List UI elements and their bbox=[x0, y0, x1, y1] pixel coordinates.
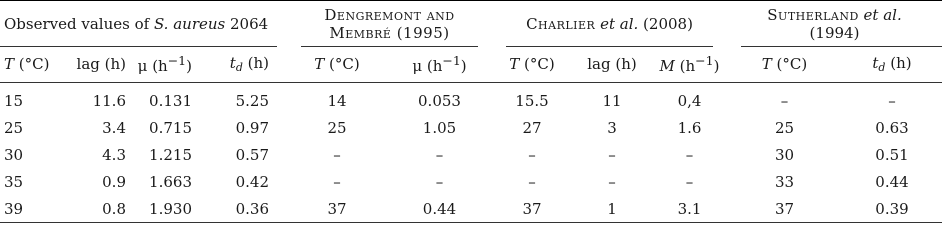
col-header-t-observed: T (°C) bbox=[0, 47, 66, 83]
column-header-row bbox=[0, 47, 942, 83]
group-sutherland bbox=[727, 1, 942, 47]
cell-value: 0.51 bbox=[875, 145, 909, 164]
cell-t-sutherland bbox=[727, 83, 842, 115]
cell-lag-charlier bbox=[572, 83, 652, 115]
cell-value: 1.663 bbox=[149, 172, 192, 191]
cell-value: 3.1 bbox=[677, 199, 702, 218]
col-header-mu-observed: μ $(h^{-1})$ bbox=[136, 47, 202, 83]
group-charlier-year: (2008) bbox=[638, 14, 693, 33]
cell-value: 0.39 bbox=[875, 199, 909, 218]
cell-lag-observed bbox=[66, 114, 136, 141]
cell-value: 1.930 bbox=[149, 199, 192, 218]
cell-t-observed bbox=[0, 141, 66, 168]
cell-value: 3.4 bbox=[102, 118, 126, 137]
cell-value: – bbox=[333, 172, 341, 191]
cell-value: 0.715 bbox=[149, 118, 192, 137]
cell-value: 1.215 bbox=[149, 145, 192, 164]
cell-value: – bbox=[608, 145, 616, 164]
cell-td-sutherland bbox=[842, 195, 942, 223]
cell-t-dengremont bbox=[287, 114, 387, 141]
cell-t-sutherland bbox=[727, 168, 842, 195]
cell-m-charlier bbox=[652, 83, 727, 115]
cell-value: 39 bbox=[4, 199, 24, 218]
cell-t-dengremont bbox=[287, 141, 387, 168]
col-header-mu-dengremont: μ $(h^{-1})$ bbox=[387, 47, 492, 83]
cell-td-sutherland bbox=[842, 83, 942, 115]
col-header-t-dengremont: T (°C) bbox=[287, 47, 387, 83]
col-header-lag-charlier: lag (h) bbox=[572, 47, 652, 83]
cell-t-observed bbox=[0, 195, 66, 223]
cell-lag-observed bbox=[66, 141, 136, 168]
cell-value: 0.57 bbox=[235, 145, 269, 164]
col-header-td-sutherland: $t_d$ (h) bbox=[842, 47, 942, 83]
cell-value: 1.05 bbox=[422, 118, 457, 137]
cell-value: – bbox=[685, 172, 694, 191]
cell-value: – bbox=[435, 145, 444, 164]
cell-value: 25 bbox=[4, 118, 24, 137]
group-observed-prefix: Observed values of bbox=[4, 14, 154, 33]
cell-value: 0.8 bbox=[102, 199, 126, 218]
group-dengremont bbox=[287, 1, 492, 47]
cell-t-charlier bbox=[492, 195, 572, 223]
cell-t-charlier bbox=[492, 114, 572, 141]
table-row bbox=[0, 195, 942, 223]
cell-m-charlier bbox=[652, 168, 727, 195]
cell-lag-charlier bbox=[572, 168, 652, 195]
cell-mu-observed bbox=[136, 168, 202, 195]
group-observed bbox=[0, 1, 287, 47]
group-observed-species: S. aureus bbox=[153, 14, 226, 33]
cell-m-charlier bbox=[652, 114, 727, 141]
table-row bbox=[0, 141, 942, 168]
cell-t-sutherland bbox=[727, 195, 842, 223]
cell-mu-dengremont bbox=[387, 168, 492, 195]
col-header-td-observed: $t_d$ (h) bbox=[202, 47, 287, 83]
group-charlier bbox=[492, 1, 727, 47]
cell-t-charlier bbox=[492, 141, 572, 168]
cell-value: 1 bbox=[607, 199, 617, 218]
cell-value: 11 bbox=[602, 92, 622, 110]
cell-value: 37 bbox=[327, 199, 347, 218]
group-header-row bbox=[0, 1, 942, 47]
cell-value: 0.9 bbox=[102, 172, 126, 191]
group-sutherland-year: (1994) bbox=[809, 23, 860, 42]
cell-value: 14 bbox=[327, 92, 347, 110]
cell-value: 25 bbox=[774, 118, 795, 137]
cell-value: 0.63 bbox=[875, 118, 909, 137]
cell-t-sutherland bbox=[727, 114, 842, 141]
col-header-t-sutherland: T (°C) bbox=[727, 47, 842, 83]
cell-value: 0.131 bbox=[149, 92, 192, 110]
cell-mu-dengremont bbox=[387, 83, 492, 115]
group-sutherland-author: Sutherland bbox=[767, 5, 859, 24]
cell-t-observed bbox=[0, 83, 66, 115]
cell-t-charlier bbox=[492, 83, 572, 115]
cell-value: – bbox=[528, 172, 536, 191]
group-charlier-author: Charlier bbox=[526, 14, 596, 33]
group-sutherland-etal: et al. bbox=[858, 5, 902, 24]
cell-value: 0,4 bbox=[677, 92, 702, 110]
cell-td-sutherland bbox=[842, 141, 942, 168]
cell-value: 3 bbox=[607, 118, 617, 137]
cell-td-observed bbox=[202, 114, 287, 141]
col-header-m-charlier: M $(h^{-1})$ bbox=[652, 47, 727, 83]
cell-lag-charlier bbox=[572, 114, 652, 141]
cell-value: – bbox=[685, 145, 694, 164]
cell-value: 0.42 bbox=[235, 172, 269, 191]
cell-t-dengremont bbox=[287, 83, 387, 115]
cell-value: 37 bbox=[522, 199, 542, 218]
cell-lag-observed bbox=[66, 195, 136, 223]
cell-t-dengremont bbox=[287, 168, 387, 195]
cell-value: – bbox=[608, 172, 616, 191]
cell-value: 33 bbox=[774, 172, 795, 191]
cell-lag-charlier bbox=[572, 141, 652, 168]
cell-td-sutherland bbox=[842, 168, 942, 195]
cell-td-sutherland bbox=[842, 114, 942, 141]
cell-value: 0.44 bbox=[422, 199, 457, 218]
cell-value: – bbox=[435, 172, 444, 191]
cell-td-observed bbox=[202, 83, 287, 115]
cell-value: 27 bbox=[522, 118, 542, 137]
cell-value: 15 bbox=[4, 92, 24, 110]
cell-mu-observed bbox=[136, 141, 202, 168]
cell-t-observed bbox=[0, 114, 66, 141]
cell-mu-dengremont bbox=[387, 114, 492, 141]
cell-td-observed bbox=[202, 195, 287, 223]
cell-value: 4.3 bbox=[102, 145, 126, 164]
cell-value: – bbox=[333, 145, 341, 164]
cell-value: – bbox=[780, 92, 789, 110]
cell-mu-observed bbox=[136, 114, 202, 141]
cell-value: 30 bbox=[4, 145, 24, 164]
cell-value: 37 bbox=[774, 199, 795, 218]
cell-value: – bbox=[888, 92, 896, 110]
cell-value: 5.25 bbox=[235, 92, 269, 110]
cell-td-observed bbox=[202, 168, 287, 195]
cell-lag-charlier bbox=[572, 195, 652, 223]
group-dengremont-line2: Membré (1995) bbox=[329, 23, 450, 42]
cell-value: 0.053 bbox=[418, 92, 461, 110]
table-row bbox=[0, 114, 942, 141]
cell-t-sutherland bbox=[727, 141, 842, 168]
cell-mu-observed bbox=[136, 83, 202, 115]
group-observed-suffix: 2064 bbox=[225, 14, 269, 33]
cell-m-charlier bbox=[652, 195, 727, 223]
cell-t-observed bbox=[0, 168, 66, 195]
cell-value: 30 bbox=[774, 145, 795, 164]
table-row bbox=[0, 168, 942, 195]
col-header-t-charlier: T (°C) bbox=[492, 47, 572, 83]
cell-value: 11.6 bbox=[92, 92, 126, 110]
cell-td-observed bbox=[202, 141, 287, 168]
col-header-lag-observed: lag (h) bbox=[66, 47, 136, 83]
cell-value: 1.6 bbox=[677, 118, 702, 137]
cell-value: 25 bbox=[327, 118, 347, 137]
table-body bbox=[0, 83, 942, 223]
cell-mu-dengremont bbox=[387, 195, 492, 223]
cell-value: 15.5 bbox=[515, 92, 549, 110]
cell-m-charlier bbox=[652, 141, 727, 168]
cell-value: 0.44 bbox=[875, 172, 909, 191]
cell-mu-dengremont bbox=[387, 141, 492, 168]
cell-lag-observed bbox=[66, 83, 136, 115]
cell-value: – bbox=[528, 145, 536, 164]
cell-value: 0.36 bbox=[235, 199, 269, 218]
cell-t-charlier bbox=[492, 168, 572, 195]
cell-lag-observed bbox=[66, 168, 136, 195]
cell-t-dengremont bbox=[287, 195, 387, 223]
group-charlier-etal: et al. bbox=[595, 14, 639, 33]
cell-value: 0.97 bbox=[235, 118, 269, 137]
cell-value: 35 bbox=[4, 172, 24, 191]
group-dengremont-line1: Dengremont and bbox=[324, 5, 455, 24]
cell-mu-observed bbox=[136, 195, 202, 223]
table-row bbox=[0, 83, 942, 115]
